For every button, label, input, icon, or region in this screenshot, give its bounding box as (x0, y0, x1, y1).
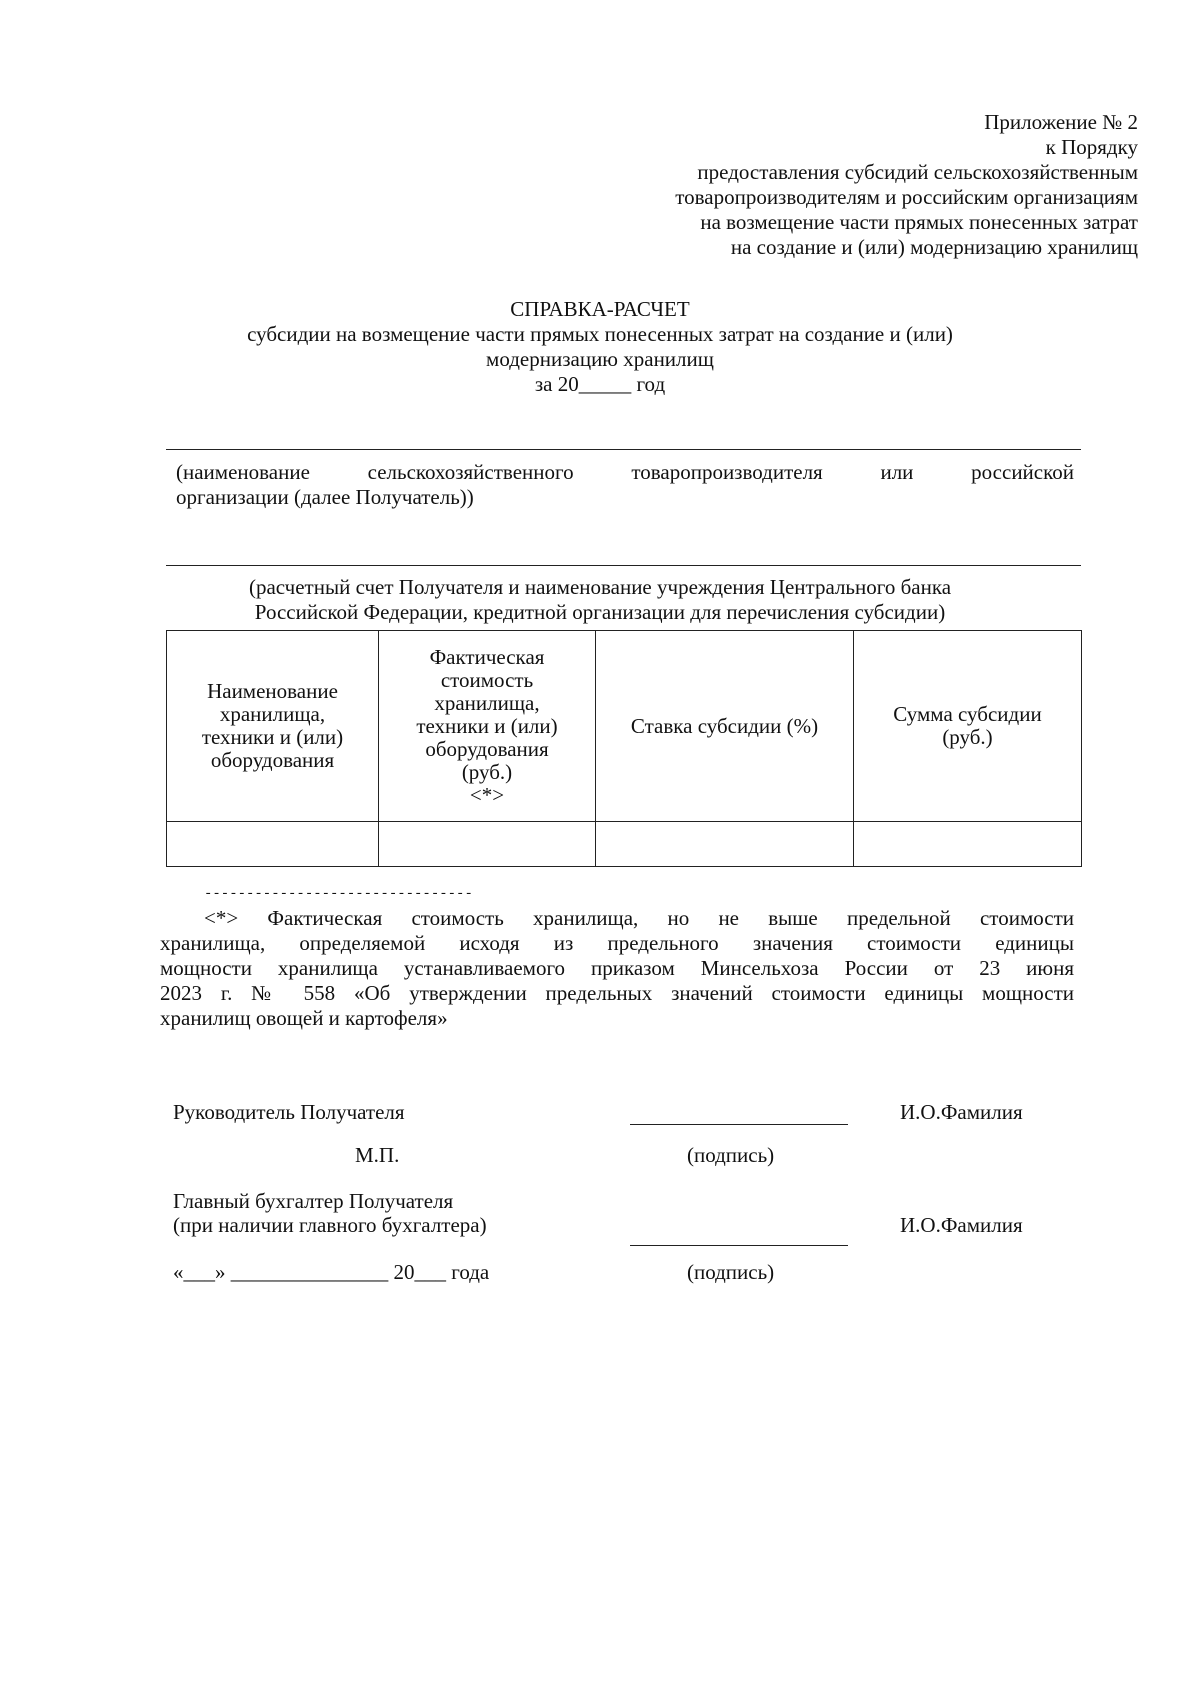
account-caption-line: Российской Федерации, кредитной организации для перечисления субсидии) (254, 600, 946, 624)
footnote-line: мощности хранилища устанавливаемого приказом Минсельхоза России от 23 июня (160, 956, 1074, 980)
cell-storage-name[interactable] (167, 822, 379, 867)
account-caption-line: (расчетный счет Получателя и наименование учреждения Центрального банка (248, 575, 952, 599)
head-label: Руководитель Получателя (173, 1100, 405, 1124)
stamp-label: М.П. (355, 1143, 400, 1167)
signature-caption: (подпись) (687, 1143, 775, 1167)
cell-subsidy-amount[interactable] (854, 822, 1082, 867)
footnote-line: <*> Фактическая стоимость хранилища, но не выше предельной стоимости (204, 906, 1074, 930)
footnote-line: хранилища, определяемой исходя из предельного значения стоимости единицы (160, 931, 1074, 955)
appendix-line: предоставления субсидий сельскохозяйственным (697, 160, 1138, 184)
appendix-line: к Порядку (1045, 135, 1138, 159)
accountant-signature-line[interactable] (630, 1245, 848, 1246)
account-caption (0, 575, 1200, 625)
appendix-header (675, 110, 1138, 260)
date-line[interactable]: «___» _______________ 20___ года (173, 1260, 490, 1284)
title-heading: СПРАВКА-РАСЧЕТ (510, 297, 690, 321)
recipient-caption: организации (далее Получатель)) (176, 485, 474, 509)
accountant-name: И.О.Фамилия (900, 1213, 1023, 1237)
title-line: субсидии на возмещение части прямых понесенных затрат на создание и (или) (247, 322, 953, 346)
title-year: за 20_____ год (534, 372, 666, 396)
recipient-name-line[interactable] (166, 449, 1081, 450)
header-actual-cost: Фактическая стоимость хранилища, техники и (или) оборудования (руб.) <*> (379, 631, 596, 822)
cell-actual-cost[interactable] (379, 822, 596, 867)
footnote-separator: -------------------------------- (204, 886, 473, 902)
appendix-line: на создание и (или) модернизацию хранилищ (730, 235, 1138, 259)
cell-subsidy-rate[interactable] (596, 822, 854, 867)
appendix-line: товаропроизводителям и российским организациям (675, 185, 1138, 209)
document-title (0, 297, 1200, 397)
appendix-line: Приложение № 2 (984, 110, 1138, 134)
header-storage-name: Наименование хранилища, техники и (или) оборудования (167, 631, 379, 822)
header-subsidy-amount: Сумма субсидии (руб.) (854, 631, 1082, 822)
recipient-caption: (наименование сельскохозяйственного товаропроизводителя или российской (176, 460, 1074, 484)
footnote-line: хранилищ овощей и картофеля» (160, 1006, 448, 1030)
accountant-label-note: (при наличии главного бухгалтера) (173, 1213, 487, 1237)
account-line[interactable] (166, 565, 1081, 566)
header-subsidy-rate: Ставка субсидии (%) (596, 631, 854, 822)
footnote (160, 906, 1074, 1031)
head-name: И.О.Фамилия (900, 1100, 1023, 1124)
title-line: модернизацию хранилищ (486, 347, 714, 371)
subsidy-table (166, 630, 1082, 867)
appendix-line: на возмещение части прямых понесенных затрат (700, 210, 1138, 234)
accountant-label: Главный бухгалтер Получателя (173, 1189, 454, 1213)
signature-caption: (подпись) (687, 1260, 775, 1284)
head-signature-line[interactable] (630, 1124, 848, 1125)
table-header-row (167, 631, 1082, 822)
footnote-line: 2023 г. № 558 «Об утверждении предельных значений стоимости единицы мощности (160, 981, 1074, 1005)
table-row (167, 822, 1082, 867)
